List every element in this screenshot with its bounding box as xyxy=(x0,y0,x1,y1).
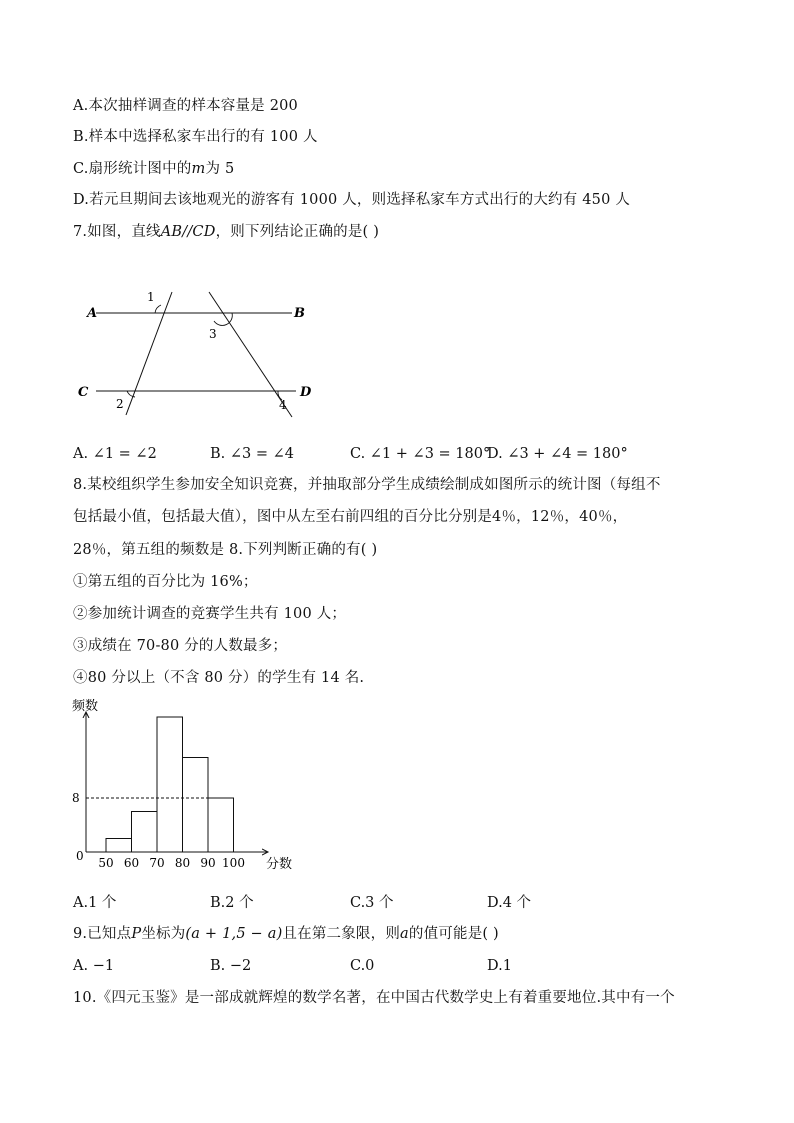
q8-statement-3: ③成绩在 70-80 分的人数最多； xyxy=(73,638,288,654)
q8-statement-4: ④80 分以上（不含 80 分）的学生有 14 名. xyxy=(73,670,365,686)
q10-stem: 10.《四元玉鉴》是一部成就辉煌的数学名著，在中国古代数学史上有着重要地位.其中有一个 xyxy=(73,990,675,1006)
y-axis-label: 频数 xyxy=(72,699,99,714)
q7-choice-d: D. ∠3 + ∠4 = 180° xyxy=(487,446,628,462)
q8-choice-a: A.1 个 xyxy=(73,895,117,911)
q9-stem-mid2: 且在第二象限，则 xyxy=(282,926,401,942)
histogram-bar-80-90 xyxy=(183,758,209,853)
label-a: A xyxy=(87,306,98,321)
q9-choice-c: C.0 xyxy=(350,958,375,974)
x-tick-label-80: 80 xyxy=(174,856,191,870)
histogram-bar-60-70 xyxy=(132,812,158,853)
histogram-bar-50-60 xyxy=(106,839,132,853)
label-c: C xyxy=(78,385,89,400)
q6-option-c-tail: 为 5 xyxy=(205,161,235,177)
q6-option-c-var: m xyxy=(191,161,206,177)
q9-stem-suffix: 的值可能是( ) xyxy=(408,926,499,942)
x-tick-label-70: 70 xyxy=(149,856,165,870)
angle-1-arc xyxy=(155,305,161,313)
q6-option-c-text: C.扇形统计图中的 xyxy=(73,161,192,177)
y-tick-label-0: 0 xyxy=(76,849,84,863)
q9-choice-a: A. −1 xyxy=(73,958,115,974)
q7-stem xyxy=(73,222,379,242)
q8-choice-d: D.4 个 xyxy=(487,895,532,911)
label-b: B xyxy=(294,306,305,321)
label-angle-4: 4 xyxy=(279,398,287,412)
x-tick-label-90: 90 xyxy=(200,856,216,870)
q8-statement-1: ①第五组的百分比为 16%； xyxy=(73,574,258,590)
x-tick-label-60: 60 xyxy=(123,856,140,870)
histogram-bar-70-80 xyxy=(157,717,183,852)
label-angle-2: 2 xyxy=(116,397,124,411)
x-tick-label-100: 100 xyxy=(222,856,245,870)
q9-stem-mid: 坐标为 xyxy=(141,926,186,942)
q8-statement-2: ②参加统计调查的竞赛学生共有 100 人； xyxy=(73,606,347,622)
q8-stem-line1: 8.某校组织学生参加安全知识竞赛，并抽取部分学生成绩绘制成如图所示的统计图（每组不 xyxy=(73,477,661,493)
label-angle-3: 3 xyxy=(209,327,217,341)
q8-choice-b: B.2 个 xyxy=(210,895,254,911)
q7-stem-prefix: 7.如图，直线 xyxy=(73,224,161,240)
q9-stem xyxy=(73,924,499,944)
histogram-bar-90-100 xyxy=(208,798,234,852)
label-angle-1: 1 xyxy=(147,290,155,304)
q6-option-a: A.本次抽样调查的样本容量是 200 xyxy=(73,98,298,114)
q7-figure xyxy=(70,280,330,420)
q8-stem-line3: 28％，第五组的频数是 8.下列判断正确的有( ) xyxy=(73,542,378,558)
q9-choice-b: B. −2 xyxy=(210,958,252,974)
q8-stem-line2: 包括最小值，包括最大值），图中从左至右前四组的百分比分别是4％，12％，40％， xyxy=(73,509,628,525)
q6-option-d: D.若元旦期间去该地观光的游客有 1000 人，则选择私家车方式出行的大约有 450 人 xyxy=(73,192,631,208)
q9-stem-var2: a xyxy=(400,926,409,942)
q8-choice-c: C.3 个 xyxy=(350,895,394,911)
q6-option-c xyxy=(73,159,234,179)
q6-option-b: B.样本中选择私家车出行的有 100 人 xyxy=(73,129,318,145)
x-tick-label-50: 50 xyxy=(98,856,114,870)
q9-stem-math: (a + 1,5 − a) xyxy=(185,926,283,942)
q7-choice-a: A. ∠1 = ∠2 xyxy=(73,446,157,462)
q9-stem-prefix: 9.已知点 xyxy=(73,926,132,942)
q7-stem-math: AB//CD xyxy=(160,224,216,240)
q7-choice-c: C. ∠1 + ∠3 = 180° xyxy=(350,446,491,462)
label-d: D xyxy=(300,385,312,400)
frequency-histogram xyxy=(60,690,320,880)
q9-choice-d: D.1 xyxy=(487,958,512,974)
q7-stem-suffix: ，则下列结论正确的是( ) xyxy=(215,224,380,240)
q9-stem-var: P xyxy=(131,926,142,942)
y-tick-label-8: 8 xyxy=(72,791,80,805)
q7-choice-b: B. ∠3 = ∠4 xyxy=(210,446,294,462)
x-axis-label: 分数 xyxy=(266,857,293,872)
